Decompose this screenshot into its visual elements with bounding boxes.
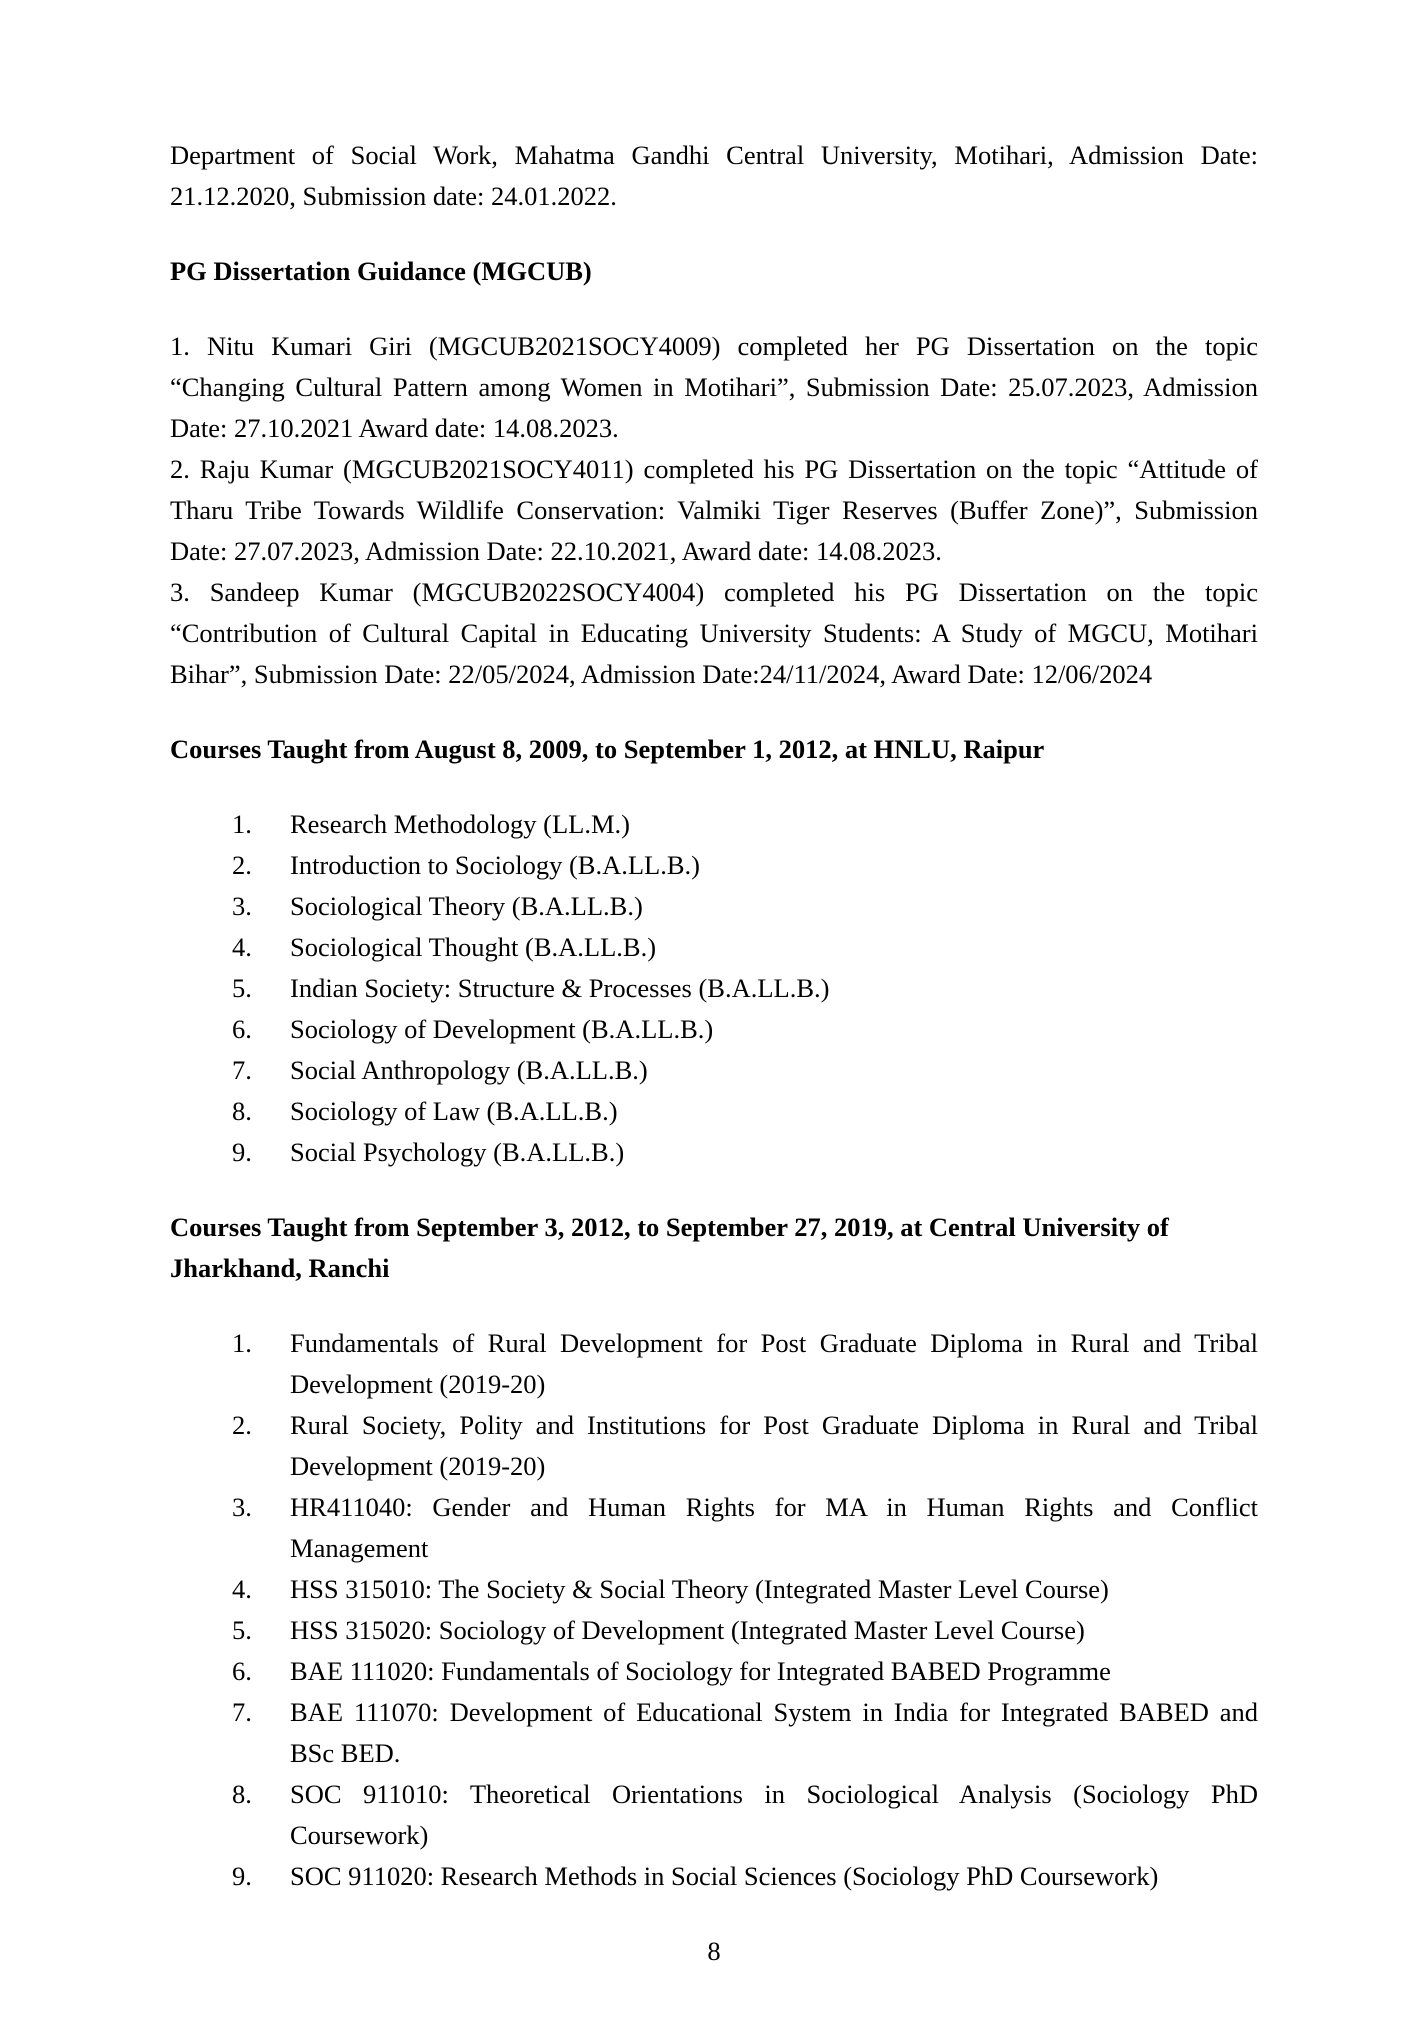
spacer (170, 770, 1258, 804)
dissertation-entry-1: 1. Nitu Kumari Giri (MGCUB2021SOCY4009) completed her PG Dissertation on the topic “Changing Cultural Pattern among Women in Motihari”, Submission Date: 25.07.2023, Admission Date: 27.10.2021 Award date: 14.08.2023. (170, 331, 1258, 443)
list-item: SOC 911020: Research Methods in Social Sciences (Sociology PhD Coursework) (290, 1861, 1159, 1891)
course-list-hnlu (170, 804, 1258, 1173)
spacer (170, 217, 1258, 251)
section-heading-courses-hnlu: Courses Taught from August 8, 2009, to September 1, 2012, at HNLU, Raipur (170, 734, 1045, 764)
list-item: Rural Society, Polity and Institutions for Post Graduate Diploma in Rural and Tribal Development (2019-20) (290, 1410, 1258, 1481)
spacer (170, 1289, 1258, 1323)
course-list-cuj (170, 1323, 1258, 1897)
list-item: Sociological Theory (B.A.LL.B.) (290, 891, 643, 921)
list-item: BAE 111020: Fundamentals of Sociology for Integrated BABED Programme (290, 1656, 1111, 1686)
dissertation-entry-2: 2. Raju Kumar (MGCUB2021SOCY4011) completed his PG Dissertation on the topic “Attitude of Tharu Tribe Towards Wildlife Conservation: Valmiki Tiger Reserves (Buffer Zone)”, Submission Date: 27.07.2023, Admission Date: 22.10.2021, Award date: 14.08.2023. (170, 454, 1258, 566)
section-heading-pg-dissertation: PG Dissertation Guidance (MGCUB) (170, 256, 592, 286)
page-number: 8 (707, 1936, 721, 1966)
list-item: Social Psychology (B.A.LL.B.) (290, 1137, 625, 1167)
page-content (170, 135, 1258, 1897)
section-heading-courses-cuj: Courses Taught from September 3, 2012, to September 27, 2019, at Central University of Jharkhand, Ranchi (170, 1212, 1169, 1283)
list-item: Introduction to Sociology (B.A.LL.B.) (290, 850, 700, 880)
list-item: HSS 315020: Sociology of Development (Integrated Master Level Course) (290, 1615, 1085, 1645)
dissertation-entry-3: 3. Sandeep Kumar (MGCUB2022SOCY4004) completed his PG Dissertation on the topic “Contribution of Cultural Capital in Educating University Students: A Study of MGCU, Motihari Bihar”, Submission Date: 22/05/2024, Admission Date:24/11/2024, Award Date: 12/06/2024 (170, 577, 1258, 689)
spacer (170, 695, 1258, 729)
list-item: SOC 911010: Theoretical Orientations in Sociological Analysis (Sociology PhD Coursework) (290, 1779, 1258, 1850)
list-item: Sociology of Law (B.A.LL.B.) (290, 1096, 618, 1126)
spacer (170, 1173, 1258, 1207)
list-item: Social Anthropology (B.A.LL.B.) (290, 1055, 648, 1085)
intro-paragraph: Department of Social Work, Mahatma Gandhi Central University, Motihari, Admission Date: 21.12.2020, Submission date: 24.01.2022. (170, 140, 1258, 211)
list-item: Research Methodology (LL.M.) (290, 809, 630, 839)
list-item: HSS 315010: The Society & Social Theory (Integrated Master Level Course) (290, 1574, 1109, 1604)
list-item: Sociology of Development (B.A.LL.B.) (290, 1014, 714, 1044)
list-item: Fundamentals of Rural Development for Post Graduate Diploma in Rural and Tribal Development (2019-20) (290, 1328, 1258, 1399)
list-item: Indian Society: Structure & Processes (B.A.LL.B.) (290, 973, 830, 1003)
list-item: BAE 111070: Development of Educational System in India for Integrated BABED and BSc BED. (290, 1697, 1258, 1768)
list-item: Sociological Thought (B.A.LL.B.) (290, 932, 657, 962)
list-item: HR411040: Gender and Human Rights for MA in Human Rights and Conflict Management (290, 1492, 1258, 1563)
spacer (170, 292, 1258, 326)
